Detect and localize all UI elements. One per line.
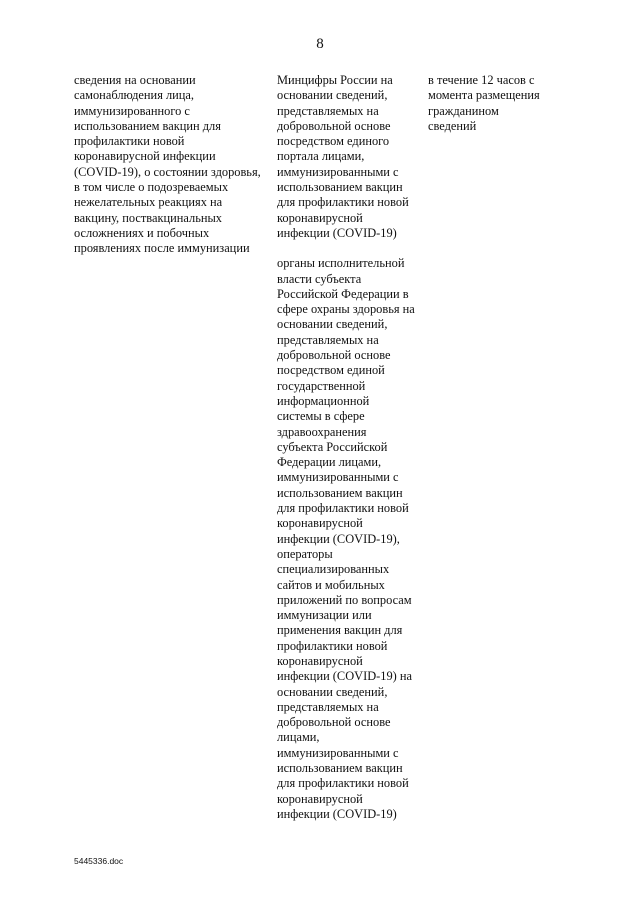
text-line: сведения на основании xyxy=(74,73,196,87)
text-line: коронавирусной xyxy=(277,653,363,668)
text-line: для профилактики новой xyxy=(277,501,409,516)
text-line: информационной xyxy=(277,393,370,408)
text-line: Федерации лицами, xyxy=(277,455,382,470)
text-line: приложений по вопросам xyxy=(277,592,412,607)
text-line: представляемых на xyxy=(277,699,379,714)
text-line: власти субъекта xyxy=(277,271,362,286)
text-line: профилактики новой xyxy=(277,638,388,653)
text-line: Минцифры России на xyxy=(277,73,393,87)
text-line: использованием вакцин xyxy=(277,485,403,500)
text-line: нежелательных реакциях на xyxy=(74,195,223,210)
text-line: субъекта Российской xyxy=(277,439,388,454)
text-line: посредством единого xyxy=(277,134,390,149)
column-information xyxy=(74,73,272,257)
text-block xyxy=(277,73,427,241)
text-line: иммунизированного с xyxy=(74,103,190,118)
text-line: самонаблюдения лица, xyxy=(74,88,195,103)
text-line: добровольной основе xyxy=(277,715,391,730)
text-line: инфекции (COVID-19) на xyxy=(277,669,413,684)
column-deadline xyxy=(428,73,568,134)
text-block xyxy=(428,73,568,134)
text-line: посредством единой xyxy=(277,363,385,378)
text-line: сведений xyxy=(428,118,477,133)
text-line: в том числе о подозреваемых xyxy=(74,180,229,195)
text-line: в течение 12 часов с xyxy=(428,73,535,87)
text-line: гражданином xyxy=(428,103,499,118)
text-line: лицами, xyxy=(277,730,320,745)
text-line: использованием вакцин для xyxy=(74,118,221,133)
text-line: основании сведений, xyxy=(277,317,388,332)
text-line: коронавирусной инфекции xyxy=(74,149,216,164)
text-line: использованием вакцин xyxy=(277,180,403,195)
text-line: иммунизированными с xyxy=(277,745,399,760)
text-line: иммунизации или xyxy=(277,608,372,623)
text-line: основании сведений, xyxy=(277,684,388,699)
text-line: коронавирусной xyxy=(277,210,363,225)
column-provider xyxy=(277,73,427,822)
text-line: осложнениях и побочных xyxy=(74,225,210,240)
text-line: профилактики новой xyxy=(74,134,185,149)
text-line: инфекции (COVID-19), xyxy=(277,531,400,546)
text-line: вакцину, поствакцинальных xyxy=(74,210,222,225)
text-line: специализированных xyxy=(277,562,390,577)
text-line: представляемых на xyxy=(277,332,379,347)
text-line: органы исполнительной xyxy=(277,256,405,271)
text-line: добровольной основе xyxy=(277,348,391,363)
text-line: использованием вакцин xyxy=(277,761,403,776)
text-line: коронавирусной xyxy=(277,791,363,806)
text-line: момента размещения xyxy=(428,88,540,103)
text-line: для профилактики новой xyxy=(277,195,409,210)
text-line: системы в сфере xyxy=(277,409,365,424)
text-block xyxy=(277,256,427,822)
footer-document-code: 5445336.doc xyxy=(74,856,124,866)
text-line: операторы xyxy=(277,546,333,561)
text-line: представляемых на xyxy=(277,103,379,118)
text-line: добровольной основе xyxy=(277,118,391,133)
text-line: коронавирусной xyxy=(277,516,363,531)
page-number: 8 xyxy=(316,36,324,52)
text-line: Российской Федерации в xyxy=(277,286,409,301)
text-line: проявлениях после иммунизации xyxy=(74,241,250,256)
text-line: иммунизированными с xyxy=(277,470,399,485)
text-line: государственной xyxy=(277,378,366,393)
text-line: сайтов и мобильных xyxy=(277,577,385,592)
text-line: инфекции (COVID-19) xyxy=(277,225,397,240)
text-line: применения вакцин для xyxy=(277,623,403,638)
text-line: сфере охраны здоровья на xyxy=(277,302,415,317)
text-block xyxy=(74,73,272,257)
text-line: основании сведений, xyxy=(277,88,388,103)
text-line: иммунизированными с xyxy=(277,164,399,179)
text-line: здравоохранения xyxy=(277,424,367,439)
text-line: для профилактики новой xyxy=(277,776,409,791)
text-line: инфекции (COVID-19) xyxy=(277,806,397,821)
text-line: портала лицами, xyxy=(277,149,365,164)
text-line: (COVID-19), о состоянии здоровья, xyxy=(74,164,261,179)
